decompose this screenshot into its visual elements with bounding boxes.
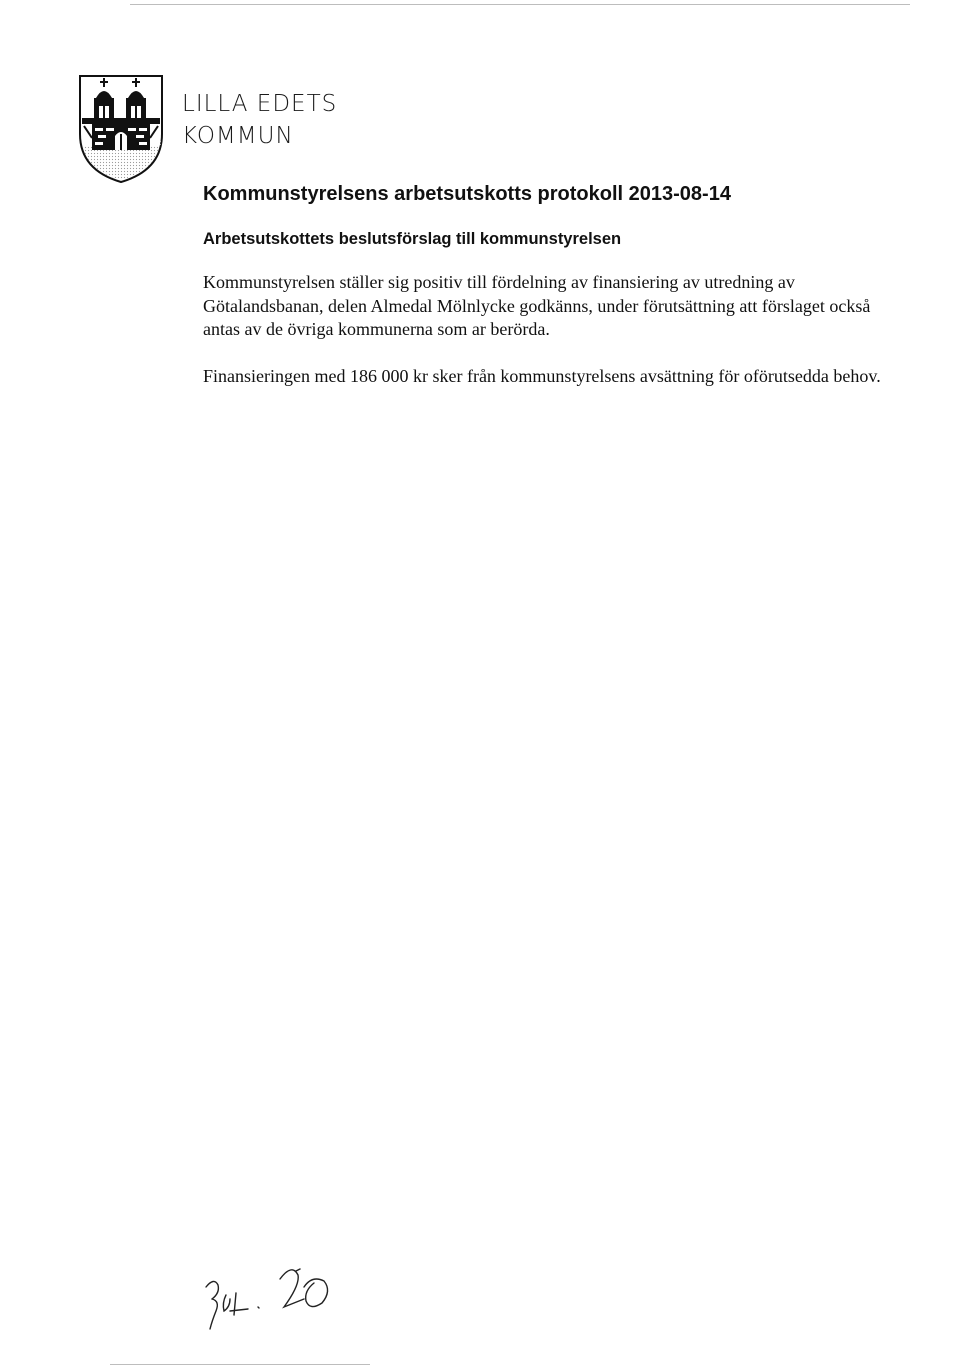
organization-name-line-2: KOMMUN: [182, 123, 294, 149]
document-title: Kommunstyrelsens arbetsutskotts protokoll 2013-08-14: [203, 183, 731, 205]
body-paragraph-1: Kommunstyrelsen ställer sig positiv till fördelning av finansiering av utredning av Götalandsbanan, delen Almedal Mölnlycke godkänns, under förutsättning att förslaget också antas av de övriga kommunerna som ar berörda.: [203, 272, 871, 339]
handwritten-initials-icon: [200, 1255, 350, 1335]
scan-artifact-top: [130, 4, 910, 5]
organization-name: [182, 88, 337, 152]
body-paragraph-2: Finansieringen med 186 000 kr sker från kommunstyrelsens avsättning för oförutsedda behov.: [203, 366, 881, 386]
scan-artifact-bottom: [110, 1364, 370, 1365]
organization-name-line-1: LILLA EDETS: [182, 91, 338, 117]
coat-of-arms-icon: [78, 74, 164, 184]
section-heading: Arbetsutskottets beslutsförslag till kommunstyrelsen: [203, 230, 622, 248]
